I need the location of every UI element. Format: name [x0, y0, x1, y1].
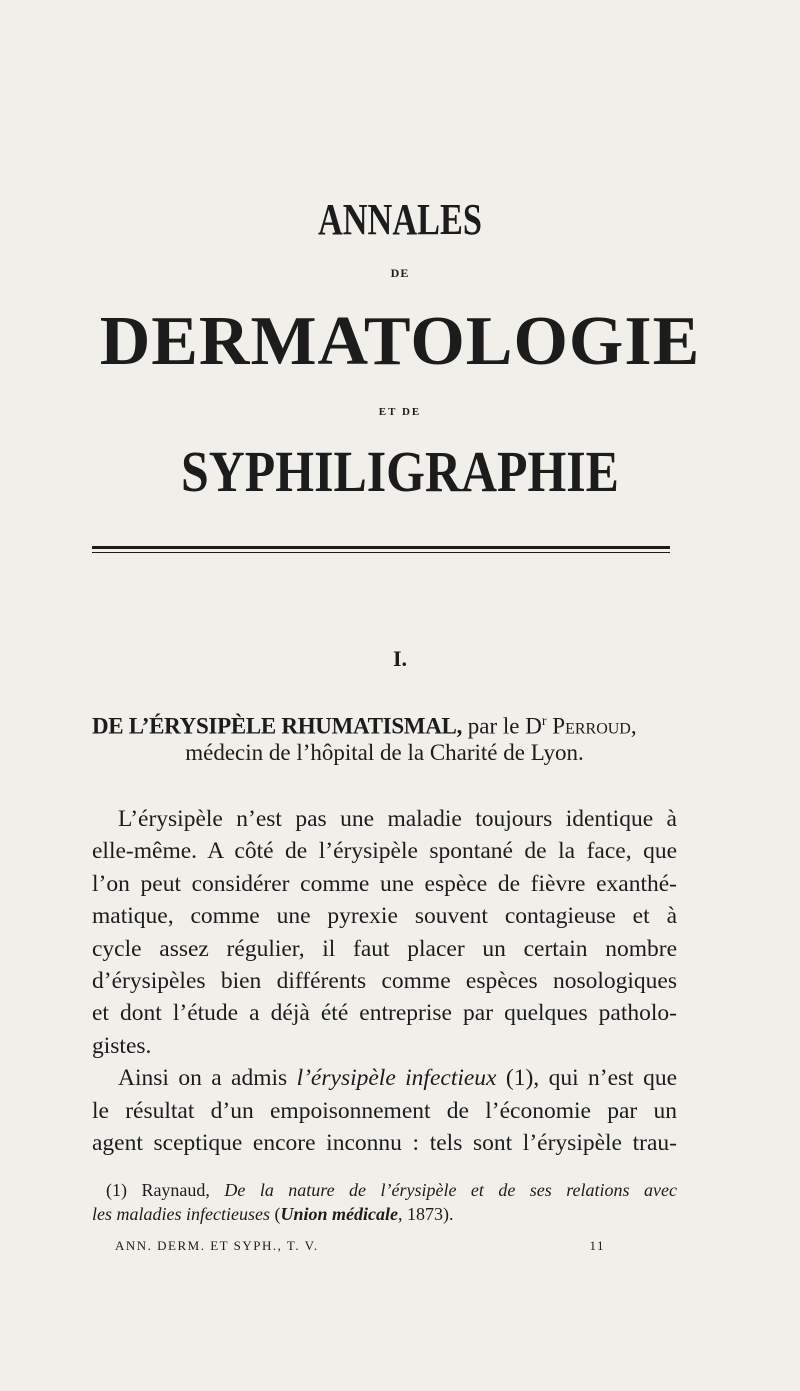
footnote-title-1: De la nature de l’érysipèle et de ses relations avec	[224, 1180, 677, 1200]
article-body	[92, 803, 677, 1159]
paragraph-1	[92, 803, 677, 835]
text-line: cycle assez régulier, il faut placer un certain nombre	[92, 935, 677, 962]
article-title-main: DE L’ÉRYSIPÈLE RHUMATISMAL,	[92, 713, 463, 739]
article-title-sup: r	[541, 714, 547, 729]
footnote-title-2: les maladies infectieuses	[92, 1204, 270, 1224]
running-foot	[115, 1238, 605, 1254]
text-line: et dont l’étude a déjà été entreprise par quelques patholo-	[92, 1000, 677, 1027]
paragraph-2	[92, 1062, 677, 1094]
article-number: I.	[392, 646, 408, 671]
text-line: l’on peut considérer comme une espèce de fièvre exanthé-	[92, 870, 677, 897]
text-line: le résultat d’un empoisonnement de l’économie par un	[92, 1097, 677, 1124]
footnote-number-author: (1) Raynaud,	[106, 1180, 225, 1200]
p2-italic-term: l’érysipèle infectieux	[296, 1065, 497, 1092]
footnote-line-2	[92, 1202, 677, 1226]
footnote	[92, 1178, 677, 1226]
article-subtitle: médecin de l’hôpital de la Charité de Lyon.	[185, 740, 584, 765]
masthead-et-de: ET DE	[378, 406, 422, 418]
text-line: gistes.	[92, 1032, 152, 1059]
footnote-journal: Union médicale	[280, 1204, 398, 1224]
p2-ref: (1), qui n’est que	[496, 1065, 677, 1092]
text-line: matique, comme une pyrexie souvent contagieuse et à	[92, 903, 677, 930]
text-line: d’érysipèles bien différents comme espèces nosologiques	[92, 968, 677, 995]
footnote-year: , 1873).	[397, 1204, 454, 1224]
masthead-rule-thick	[92, 546, 670, 549]
text-line: agent sceptique encore inconnu : tels sont l’érysipèle trau-	[92, 1130, 677, 1157]
article-title-par: par le D	[462, 713, 542, 739]
text-line: elle-même. A côté de l’érysipèle spontané de la face, que	[92, 838, 677, 865]
masthead-dermatologie: DERMATOLOGIE	[99, 303, 701, 380]
masthead-de: DE	[390, 266, 410, 280]
footnote-paren: (	[269, 1204, 281, 1224]
running-foot-label: ANN. DERM. ET SYPH., T. V.	[115, 1238, 319, 1253]
footnote-line-1	[92, 1178, 677, 1202]
text-line: L’érysipèle n’est pas une maladie toujours identique à	[118, 806, 677, 832]
masthead-annales: ANNALES	[317, 195, 483, 244]
masthead-syphiligraphie: SYPHILIGRAPHIE	[181, 439, 619, 504]
article-title	[92, 707, 677, 742]
masthead-rule-thin	[92, 552, 670, 553]
p2-start: Ainsi on a admis	[118, 1065, 297, 1092]
article-author: Perroud,	[546, 713, 637, 739]
signature-mark: 11	[589, 1238, 605, 1253]
